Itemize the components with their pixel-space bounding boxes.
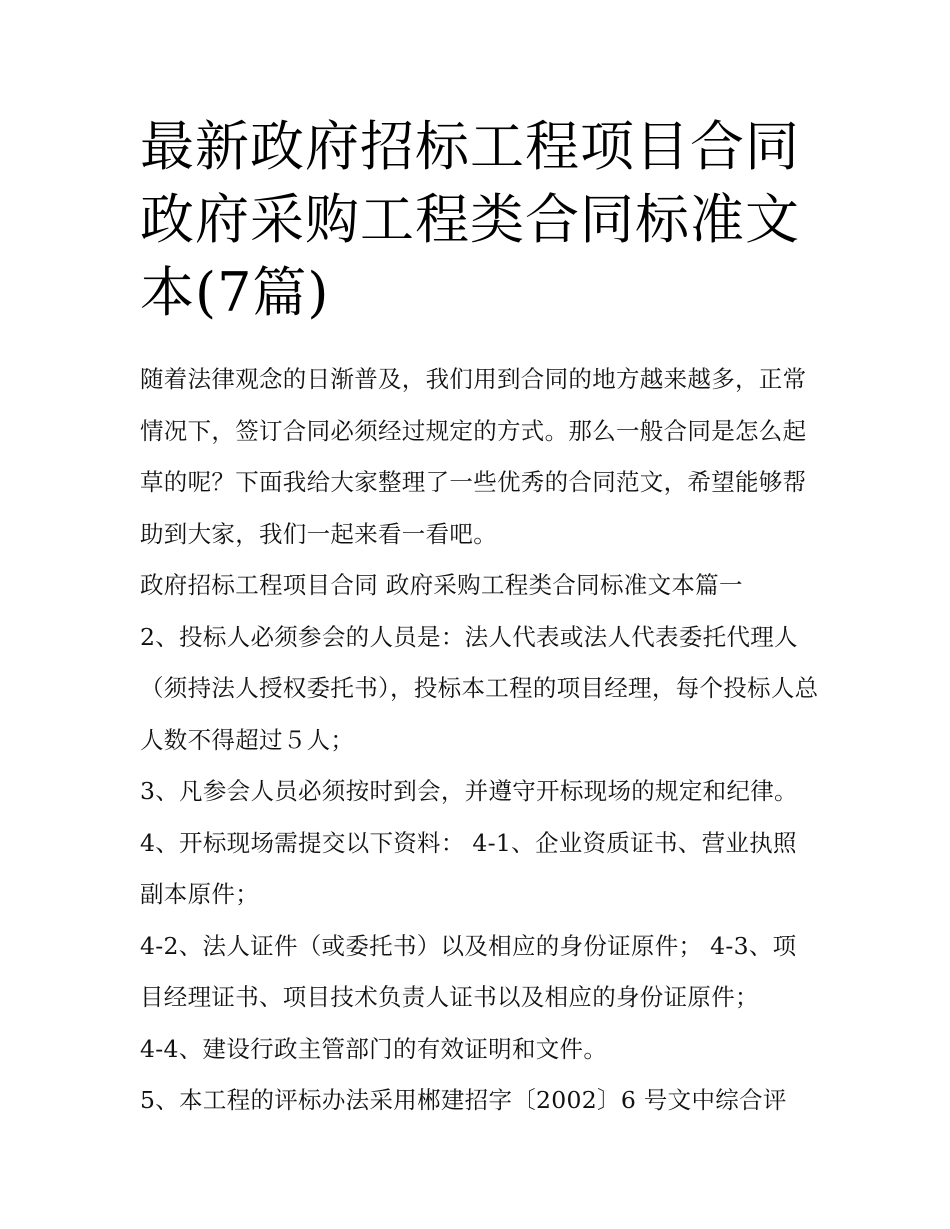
body-paragraph: 3、凡参会人员必须按时到会，并遵守开标现场的规定和纪律。 4、开标现场需提交以下资料： 4-1、企业资质证书、营业执照副本原件；: [140, 777, 798, 908]
body-paragraph: 4-2、法人证件（或委托书）以及相应的身份证原件； 4-3、项目经理证书、项目技术负责人证书以及相应的身份证原件；: [140, 931, 797, 1011]
body-paragraph: 2、投标人必须参会的人员是：法人代表或法人代表委托代理人（须持法人授权委托书），投标本工程的项目经理，每个投标人总人数不得超过５人；: [140, 622, 819, 754]
document-body: [140, 354, 820, 1127]
section-heading: 政府招标工程项目合同 政府采购工程类合同标准文本篇一: [140, 571, 743, 599]
intro-paragraph: 随着法律观念的日渐普及，我们用到合同的地方越来越多，正常情况下，签订合同必须经过规定的方式。那么一般合同是怎么起草的呢？下面我给大家整理了一些优秀的合同范文，希望能够帮助到大家，我们一起来看一看吧。: [140, 365, 807, 548]
document-title: 最新政府招标工程项目合同 政府采购工程类合同标准文本(7篇): [140, 115, 800, 324]
body-paragraph: 4-4、建设行政主管部门的有效证明和文件。: [140, 1034, 608, 1063]
body-paragraph: 5、本工程的评标办法采用郴建招字〔2002〕6 号文中综合评: [140, 1086, 787, 1114]
